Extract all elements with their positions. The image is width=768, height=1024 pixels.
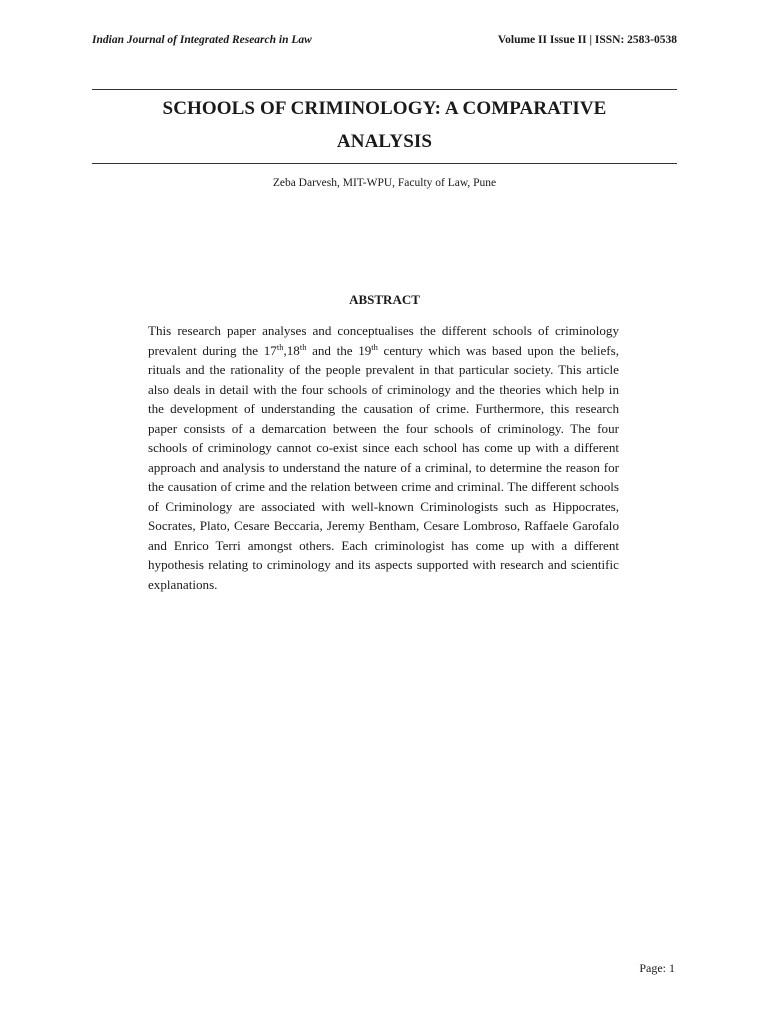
superscript-th: th — [276, 341, 284, 352]
journal-name: Indian Journal of Integrated Research in Law — [92, 34, 312, 46]
page-number: Page: 1 — [639, 961, 675, 975]
abstract-text-start: This research paper analyses and conceptualises the different schools of criminology prevalent during the 17 — [148, 323, 619, 358]
abstract-text-19: and the 19 — [306, 342, 372, 358]
running-header — [92, 34, 677, 52]
paper-title — [92, 92, 677, 158]
superscript-th: th — [371, 341, 378, 352]
author-affiliation: Zeba Darvesh, MIT-WPU, Faculty of Law, Pune — [272, 177, 497, 189]
paper-title-line-2: ANALYSIS — [336, 131, 433, 152]
volume-issn: Volume II Issue II | ISSN: 2583-0538 — [497, 34, 677, 46]
abstract-text-rest: century which was based upon the beliefs, rituals and the rationality of the people prevalent in that particular society. This article also deals in detail with the four schools of criminology and the theories which help in the development of understanding the causation of crime. Furthermore, this research paper consists of a demarcation between the four schools of criminology. The four schools of criminology cannot co-exist since each school has come up with a different approach and analysis to understand the nature of a criminal, to determine the reason for the causation of crime and the relation between crime and criminal. The different schools of Criminology are associated with well-known Criminologists such as Hippocrates, Socrates, Plato, Cesare Beccaria, Jeremy Bentham, Cesare Lombroso, Raffaele Garofalo and Enrico Terri amongst others. Each criminologist has come up with a different hypothesis relating to criminology and its aspects supported with research and scientific explanations. — [148, 342, 619, 592]
paper-title-line-1: SCHOOLS OF CRIMINOLOGY: A COMPARATIVE — [162, 98, 607, 119]
title-bottom-rule — [92, 163, 677, 164]
abstract-text-18: ,18 — [283, 342, 300, 358]
superscript-th: th — [299, 341, 307, 352]
title-top-rule — [92, 89, 677, 90]
abstract-body — [148, 321, 619, 594]
abstract-heading: ABSTRACT — [349, 292, 420, 307]
